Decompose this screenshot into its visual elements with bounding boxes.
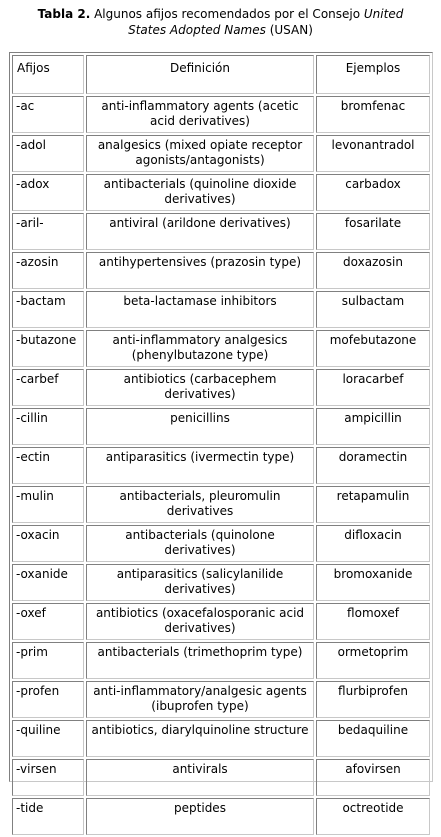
definition-cell: analgesics (mixed opiate receptor agonists/antagonists) <box>86 135 314 172</box>
caption-italic-text-cont: States Adopted Names <box>128 23 266 37</box>
example-cell: bedaquiline <box>316 720 430 757</box>
affix-cell: -oxanide <box>12 564 84 601</box>
example-cell: doxazosin <box>316 252 430 289</box>
definition-cell: antibiotics (carbacephem derivatives) <box>86 369 314 406</box>
affix-cell: -adol <box>12 135 84 172</box>
table-row <box>12 759 430 796</box>
table-row <box>12 369 430 406</box>
affix-cell: -quiline <box>12 720 84 757</box>
affix-cell: -mulin <box>12 486 84 523</box>
definition-cell: antiparasitics (ivermectin type) <box>86 447 314 484</box>
affix-cell: -oxacin <box>12 525 84 562</box>
affix-cell: -cillin <box>12 408 84 445</box>
example-cell: afovirsen <box>316 759 430 796</box>
affix-table <box>10 53 432 837</box>
table-row <box>12 213 430 250</box>
affix-cell: -tide <box>12 798 84 835</box>
table-row <box>12 603 430 640</box>
table-row <box>12 330 430 367</box>
affix-cell: -prim <box>12 642 84 679</box>
caption-text-after: (USAN) <box>265 23 313 37</box>
affix-cell: -oxef <box>12 603 84 640</box>
definition-cell: antibacterials (quinoline dioxide derivatives) <box>86 174 314 211</box>
example-cell: doramectin <box>316 447 430 484</box>
column-header-afijos: Afijos <box>12 55 84 94</box>
affix-cell: -bactam <box>12 291 84 328</box>
table-row <box>12 447 430 484</box>
affix-cell: -virsen <box>12 759 84 796</box>
definition-cell: antibiotics, diarylquinoline structure <box>86 720 314 757</box>
table-caption <box>0 6 441 38</box>
affix-table-body <box>12 55 430 835</box>
example-cell: loracarbef <box>316 369 430 406</box>
column-header-ejemplos: Ejemplos <box>316 55 430 94</box>
definition-cell: antiparasitics (salicylanilide derivatives) <box>86 564 314 601</box>
table-row <box>12 798 430 835</box>
affix-cell: -ectin <box>12 447 84 484</box>
example-cell: ormetoprim <box>316 642 430 679</box>
table-row <box>12 564 430 601</box>
example-cell: difloxacin <box>316 525 430 562</box>
example-cell: carbadox <box>316 174 430 211</box>
definition-cell: antiviral (arildone derivatives) <box>86 213 314 250</box>
definition-cell: beta-lactamase inhibitors <box>86 291 314 328</box>
affix-table-frame <box>9 52 433 815</box>
affix-cell: -aril- <box>12 213 84 250</box>
table-row <box>12 642 430 679</box>
definition-cell: anti-inflammatory analgesics (phenylbutazone type) <box>86 330 314 367</box>
table-row <box>12 252 430 289</box>
example-cell: bromfenac <box>316 96 430 133</box>
table-row <box>12 525 430 562</box>
example-cell: fosarilate <box>316 213 430 250</box>
example-cell: octreotide <box>316 798 430 835</box>
example-cell: ampicillin <box>316 408 430 445</box>
example-cell: flurbiprofen <box>316 681 430 718</box>
affix-cell: -profen <box>12 681 84 718</box>
table-row <box>12 408 430 445</box>
example-cell: flomoxef <box>316 603 430 640</box>
definition-cell: peptides <box>86 798 314 835</box>
table-row <box>12 135 430 172</box>
table-row <box>12 174 430 211</box>
definition-cell: antibacterials, pleuromulin derivatives <box>86 486 314 523</box>
definition-cell: antibacterials (quinolone derivatives) <box>86 525 314 562</box>
example-cell: sulbactam <box>316 291 430 328</box>
table-row <box>12 291 430 328</box>
definition-cell: anti-inflammatory agents (acetic acid derivatives) <box>86 96 314 133</box>
definition-cell: antibacterials (trimethoprim type) <box>86 642 314 679</box>
column-header-definicion: Definición <box>86 55 314 94</box>
table-row <box>12 720 430 757</box>
table-row <box>12 681 430 718</box>
affix-cell: -carbef <box>12 369 84 406</box>
table-row <box>12 96 430 133</box>
example-cell: retapamulin <box>316 486 430 523</box>
affix-cell: -azosin <box>12 252 84 289</box>
example-cell: bromoxanide <box>316 564 430 601</box>
caption-text: Algunos afijos recomendados por el Consejo <box>90 7 364 21</box>
caption-italic-text: United <box>363 7 404 21</box>
caption-label: Tabla 2. <box>37 7 91 21</box>
definition-cell: penicillins <box>86 408 314 445</box>
table-row <box>12 486 430 523</box>
affix-cell: -ac <box>12 96 84 133</box>
definition-cell: antihypertensives (prazosin type) <box>86 252 314 289</box>
example-cell: mofebutazone <box>316 330 430 367</box>
definition-cell: antivirals <box>86 759 314 796</box>
table-header-row <box>12 55 430 94</box>
affix-cell: -butazone <box>12 330 84 367</box>
affix-cell: -adox <box>12 174 84 211</box>
example-cell: levonantradol <box>316 135 430 172</box>
definition-cell: antibiotics (oxacefalosporanic acid derivatives) <box>86 603 314 640</box>
definition-cell: anti-inflammatory/analgesic agents (ibuprofen type) <box>86 681 314 718</box>
